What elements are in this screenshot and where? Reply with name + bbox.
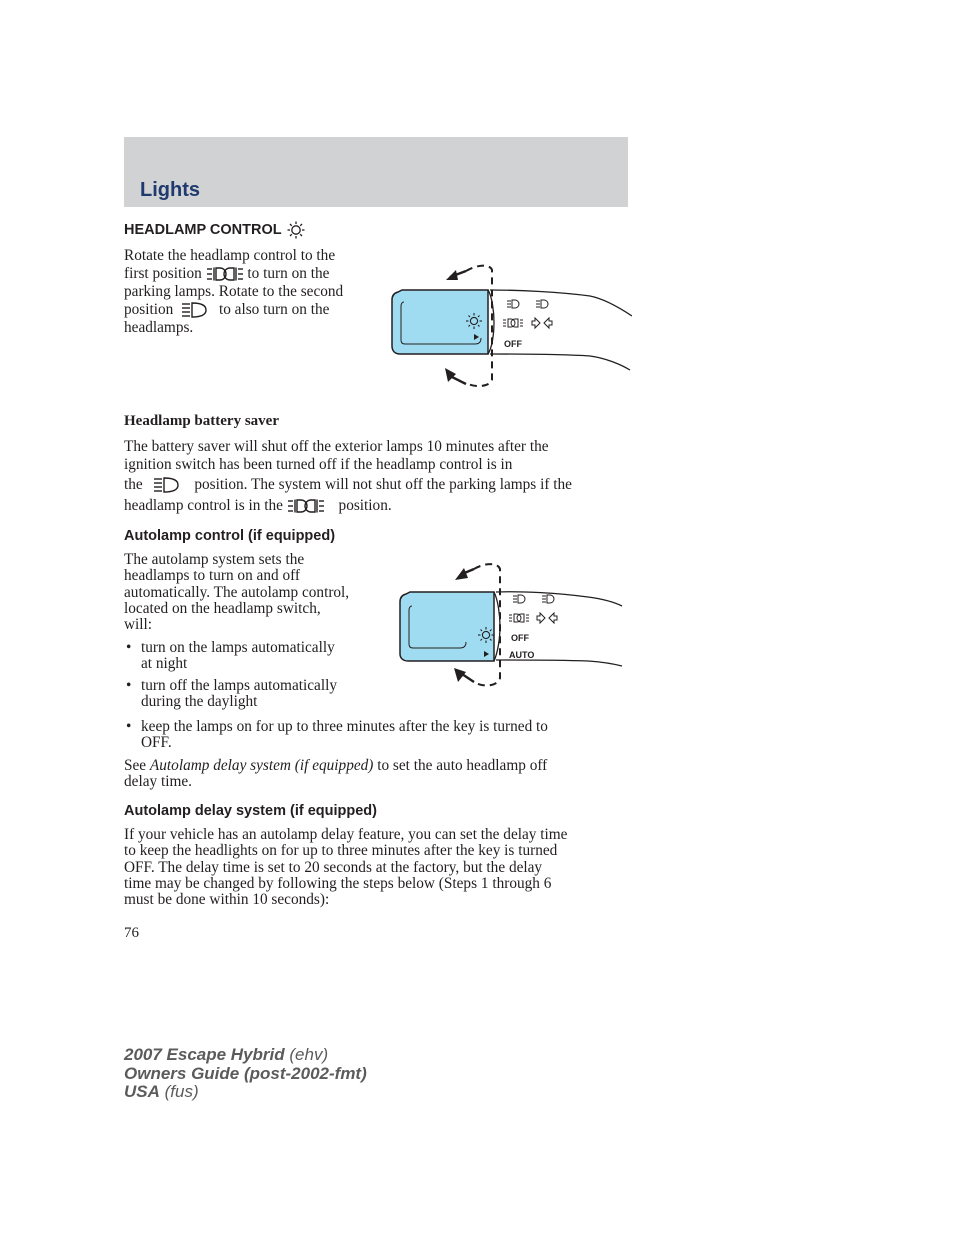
diagram-auto-label: AUTO xyxy=(509,650,535,660)
headlamp-icon xyxy=(153,477,179,493)
text-line xyxy=(124,265,384,283)
footer-market: USA xyxy=(124,1082,160,1101)
text-line: headlamps. xyxy=(124,319,194,336)
text-fragment: position. The system will not shut off the parking lamps if the xyxy=(194,476,572,493)
autolamp-delay-paragraph xyxy=(124,827,634,908)
section-title: Lights xyxy=(140,179,200,201)
text-fragment: to also turn on the xyxy=(218,301,330,318)
footer-line xyxy=(124,1083,367,1102)
text-fragment: to turn on the xyxy=(247,265,330,282)
list-item xyxy=(124,719,634,752)
autolamp-delay-heading: Autolamp delay system (if equipped) xyxy=(124,803,377,819)
text-line: time may be changed by following the steps below (Steps 1 through 6 xyxy=(124,874,552,892)
text-fragment: position. xyxy=(338,497,392,514)
text-line xyxy=(124,301,384,319)
text-line: ignition switch has been turned off if the headlamp control is in xyxy=(124,456,513,473)
text-line: • turn off the lamps automatically xyxy=(141,676,337,694)
battery-saver-paragraph xyxy=(124,438,634,515)
autolamp-intro-paragraph xyxy=(124,552,389,633)
footer-guide: Owners Guide (post-2002-fmt) xyxy=(124,1063,367,1083)
text-fragment: See xyxy=(124,757,150,774)
text-line: located on the headlamp switch, xyxy=(124,599,321,617)
text-line: to keep the headlights on for up to three minutes after the key is turned xyxy=(124,842,558,860)
autolamp-bullets-full xyxy=(124,719,634,752)
cross-reference: Autolamp delay system (if equipped) xyxy=(149,757,374,774)
headlamp-switch-diagram xyxy=(390,258,632,392)
footer-model: 2007 Escape Hybrid xyxy=(124,1045,285,1064)
footer-line xyxy=(124,1046,367,1065)
text-line xyxy=(124,497,634,515)
text-line: during the daylight xyxy=(141,692,258,710)
autolamp-switch-diagram xyxy=(398,560,624,696)
parking-lamps-icon xyxy=(287,498,325,514)
text-line: delay time. xyxy=(124,773,192,791)
autolamp-control-heading: Autolamp control (if equipped) xyxy=(124,528,336,544)
text-line: If your vehicle has an autolamp delay feature, you can set the delay time xyxy=(124,826,568,843)
text-line: The battery saver will shut off the exterior lamps 10 minutes after the xyxy=(124,438,549,455)
text-fragment: position xyxy=(124,301,174,318)
autolamp-see-paragraph xyxy=(124,758,634,791)
footer-model-code: (ehv) xyxy=(284,1045,329,1064)
text-line xyxy=(124,476,634,494)
diagram-off-label: OFF xyxy=(504,339,522,349)
diagram-off-label: OFF xyxy=(511,633,529,643)
footer-line xyxy=(124,1065,367,1084)
text-line: headlamps to turn on and off xyxy=(124,567,301,585)
headlamp-control-heading xyxy=(124,221,307,239)
parking-lamps-icon xyxy=(206,266,244,282)
text-line xyxy=(124,758,634,774)
battery-saver-heading: Headlamp battery saver xyxy=(124,413,279,429)
text-line: • turn on the lamps automatically xyxy=(141,639,335,656)
text-fragment: first position xyxy=(124,265,202,282)
headlamp-control-sun-icon xyxy=(285,221,307,239)
text-line: The autolamp system sets the xyxy=(124,551,305,568)
text-line: will: xyxy=(124,616,153,634)
text-line: • keep the lamps on for up to three minutes after the key is turned to xyxy=(141,718,548,735)
text-line: at night xyxy=(141,655,188,673)
text-line: automatically. The autolamp control, xyxy=(124,583,350,601)
text-line: OFF. The delay time is set to 20 seconds at the factory, but the delay xyxy=(124,858,543,876)
text-fragment: the xyxy=(124,476,143,493)
text-line: parking lamps. Rotate to the second xyxy=(124,283,344,300)
text-line: Rotate the headlamp control to the xyxy=(124,247,336,264)
autolamp-bullets-left xyxy=(124,640,394,710)
text-fragment: to set the auto headlamp off xyxy=(373,757,548,774)
page-number: 76 xyxy=(124,925,139,941)
footer-market-code: (fus) xyxy=(159,1082,199,1101)
list-item xyxy=(124,640,394,673)
document-footer xyxy=(124,1046,367,1102)
headlamp-icon xyxy=(181,302,207,318)
headlamp-control-heading-text: HEADLAMP CONTROL xyxy=(124,221,282,238)
headlamp-control-paragraph xyxy=(124,247,384,337)
text-line: must be done within 10 seconds): xyxy=(124,891,330,909)
text-fragment: headlamp control is in the xyxy=(124,497,283,514)
section-header-band xyxy=(124,137,628,207)
text-line: OFF. xyxy=(141,734,172,752)
list-item xyxy=(124,678,394,711)
